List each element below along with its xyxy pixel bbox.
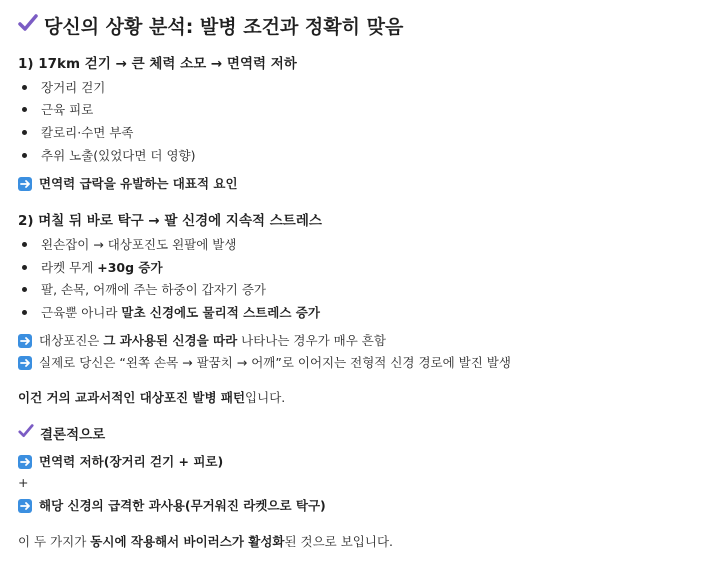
summary-paragraph: 이건 거의 교과서적인 대상포진 발병 패턴입니다.	[18, 390, 286, 405]
list-item: 추위 노출(있었다면 더 영향)	[22, 146, 196, 164]
plus-sign: +	[18, 475, 29, 490]
page-title	[18, 12, 403, 39]
section2-heading: 2) 며칠 뒤 바로 탁구 → 팔 신경에 지속적 스트레스	[18, 213, 322, 229]
list-item: 팔, 손목, 어깨에 주는 하중이 갑자기 증가	[22, 280, 266, 298]
check-mark-icon	[18, 424, 34, 442]
section2-note: 실제로 당신은 “왼쪽 손목 → 팔꿈치 → 어깨”로 이어지는 전형적 신경 경로에 발진 발생	[18, 353, 511, 371]
list-item: 라켓 무게 +30g 증가	[22, 258, 163, 276]
section2-note: 대상포진은 그 과사용된 신경을 따라 나타나는 경우가 매우 흔함	[18, 331, 386, 349]
conclusion-line: 해당 신경의 급격한 과사용(무거워진 라켓으로 탁구)	[18, 496, 326, 514]
list-item: 근육뿐 아니라 말초 신경에도 물리적 스트레스 증가	[22, 303, 320, 321]
conclusion-line: 면역력 저하(장거리 걷기 + 피로)	[18, 452, 223, 470]
final-paragraph: 이 두 가지가 동시에 작용해서 바이러스가 활성화된 것으로 보입니다.	[18, 534, 394, 549]
list-item: 근육 피로	[22, 100, 93, 118]
list-item: 장거리 걷기	[22, 78, 105, 96]
conclusion-heading: 결론적으로	[18, 423, 105, 444]
right-arrow-icon	[18, 499, 32, 513]
right-arrow-icon	[18, 455, 32, 469]
right-arrow-icon	[18, 334, 32, 348]
title-text: 당신의 상황 분석: 발병 조건과 정확히 맞음	[44, 16, 404, 38]
section1-heading: 1) 17km 걷기 → 큰 체력 소모 → 면역력 저하	[18, 56, 297, 72]
list-item: 칼로리·수면 부족	[22, 123, 133, 141]
right-arrow-icon	[18, 356, 32, 370]
list-item: 왼손잡이 → 대상포진도 왼팔에 발생	[22, 235, 236, 253]
check-mark-icon	[18, 14, 38, 37]
right-arrow-icon	[18, 177, 32, 191]
section1-conclusion: 면역력 급락을 유발하는 대표적 요인	[18, 174, 238, 192]
